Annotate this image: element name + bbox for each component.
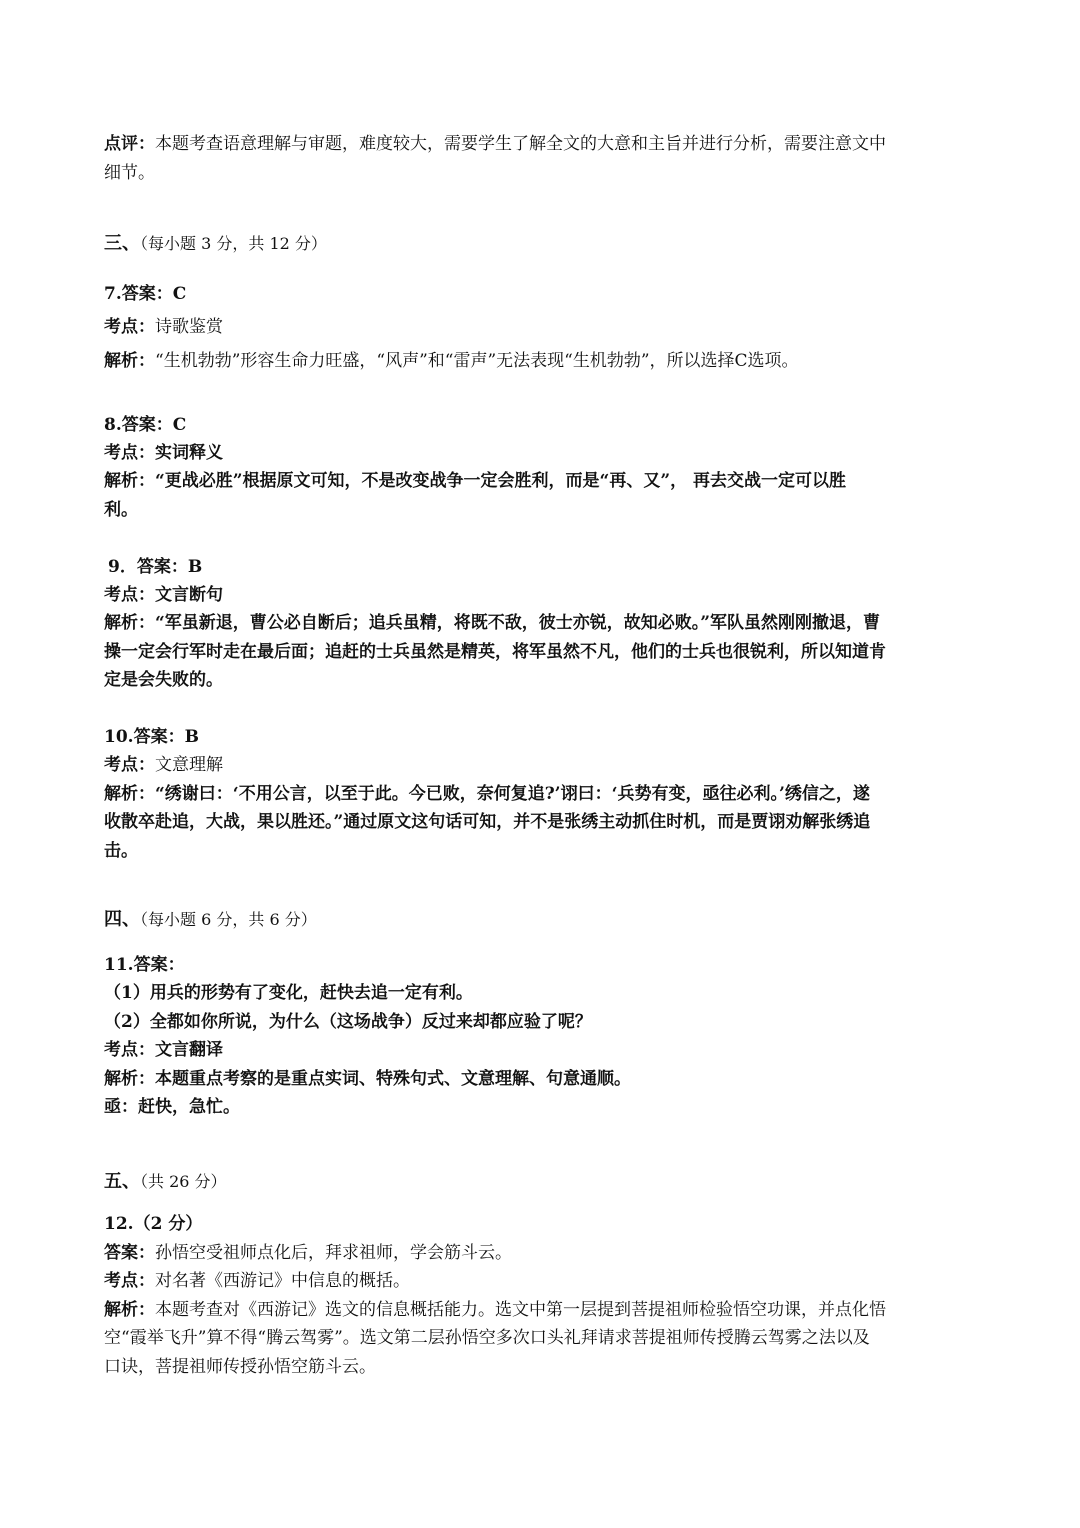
q9-analysis-line-1 <box>104 611 880 635</box>
review-line-2: 细节。 <box>104 163 155 183</box>
q11-point-text: 文言翻译 <box>155 1040 223 1060</box>
q12-analysis-line-3: 口诀，菩提祖师传授孙悟空筋斗云。 <box>104 1357 376 1377</box>
q10-analysis-label: 解析： <box>104 784 155 804</box>
q10-analysis-line-2: 收散卒赴追，大战，果以胜还。”通过原文这句话可知，并不是张绣主动抓住时机，而是贾诩劝解张绣追 <box>104 812 871 832</box>
section-3-heading <box>104 232 327 256</box>
q10-analysis-line-1 <box>104 782 870 806</box>
q12-analysis-text: 本题考查对《西游记》选文的信息概括能力。选文中第一层提到菩提祖师检验悟空功课，并点化悟 <box>155 1300 886 1320</box>
review-label: 点评： <box>104 134 155 154</box>
review-text: 本题考查语意理解与审题，难度较大，需要学生了解全文的大意和主旨并进行分析，需要注意文中 <box>155 134 886 154</box>
q8-analysis-line-2: 利。 <box>104 500 138 520</box>
q8-answer: 8.答案：C <box>104 415 187 435</box>
q10-analysis-line-3: 击。 <box>104 841 138 861</box>
q11-analysis-text: 本题重点考察的是重点实词、特殊句式、文意理解、句意通顺。 <box>155 1069 631 1089</box>
q7-point-label: 考点： <box>104 317 155 337</box>
q8-analysis-label: 解析： <box>104 471 155 491</box>
q8-point <box>104 441 223 465</box>
q11-answer: 11.答案： <box>104 955 185 975</box>
q11-gloss: 亟：赶快，急忙。 <box>104 1097 240 1117</box>
q9-analysis-line-3: 定是会失败的。 <box>104 670 223 690</box>
section-5-heading <box>104 1170 227 1194</box>
section-4-title: 四、 <box>104 909 140 930</box>
q7-point <box>104 315 223 339</box>
q10-answer: 10.答案：B <box>104 727 199 747</box>
q9-analysis-text: “军虽新退，曹公必自断后；追兵虽精，将既不敌，彼士亦锐，故知必败。”军队虽然刚刚撤退，曹 <box>155 613 881 633</box>
section-3-note: （每小题 3 分，共 12 分） <box>140 234 327 253</box>
q11-analysis <box>104 1067 631 1091</box>
section-5-note: （共 26 分） <box>140 1172 227 1191</box>
q12-answer-label: 答案： <box>104 1243 155 1263</box>
q8-point-label: 考点： <box>104 443 155 463</box>
q7-analysis <box>104 349 799 373</box>
q11-point-label: 考点： <box>104 1040 155 1060</box>
q10-point-label: 考点： <box>104 755 155 775</box>
q9-point-label: 考点： <box>104 585 155 605</box>
q7-analysis-label: 解析： <box>104 351 155 371</box>
q9-point <box>104 583 223 607</box>
q10-point <box>104 753 223 777</box>
q11-point <box>104 1038 223 1062</box>
q10-point-text: 文意理解 <box>155 755 223 775</box>
q9-point-text: 文言断句 <box>155 585 223 605</box>
q8-analysis-line-1 <box>104 469 846 493</box>
q12-analysis-label: 解析： <box>104 1300 155 1320</box>
q8-analysis-text: “更战必胜”根据原文可知，不是改变战争一定会胜利，而是“再、又”， 再去交战一定可以胜 <box>155 471 847 491</box>
q10-analysis-text: “绣谢曰：‘不用公言，以至于此。今已败，奈何复追?’诩曰：‘兵势有变，亟往必利。’绣信之，遂 <box>155 784 870 804</box>
q11-item-1: （1）用兵的形势有了变化，赶快去追一定有利。 <box>104 983 473 1003</box>
q12-point <box>104 1269 410 1293</box>
section-4-note: （每小题 6 分，共 6 分） <box>140 910 317 929</box>
q12-point-text: 对名著《西游记》中信息的概括。 <box>155 1271 410 1291</box>
q12-number: 12.（2 分） <box>104 1214 203 1234</box>
q12-analysis-line-1 <box>104 1298 886 1322</box>
q11-item-2: （2）全都如你所说，为什么（这场战争）反过来却都应验了呢？ <box>104 1012 592 1032</box>
q12-analysis-line-2: 空“霞举飞升”算不得“腾云驾雾”。选文第二层孙悟空多次口头礼拜请求菩提祖师传授腾云驾雾之法以及 <box>104 1328 870 1348</box>
q9-answer: 9．答案：B <box>108 557 203 577</box>
q8-point-text: 实词释义 <box>155 443 223 463</box>
section-5-title: 五、 <box>104 1171 140 1192</box>
q12-answer-text: 孙悟空受祖师点化后，拜求祖师，学会筋斗云。 <box>155 1243 512 1263</box>
section-3-title: 三、 <box>104 233 140 254</box>
q11-analysis-label: 解析： <box>104 1069 155 1089</box>
q7-answer: 7.答案：C <box>104 284 187 304</box>
section-4-heading <box>104 908 317 932</box>
q12-point-label: 考点： <box>104 1271 155 1291</box>
q12-answer <box>104 1241 512 1265</box>
q9-analysis-line-2: 操一定会行军时走在最后面；追赶的士兵虽然是精英，将军虽然不凡，他们的士兵也很锐利，所以知道肯 <box>104 642 886 662</box>
review-line-1 <box>104 132 886 156</box>
q7-point-text: 诗歌鉴赏 <box>155 317 223 337</box>
q7-analysis-text: “生机勃勃”形容生命力旺盛，“风声”和“雷声”无法表现“生机勃勃”，所以选择C选项。 <box>155 351 799 371</box>
q9-analysis-label: 解析： <box>104 613 155 633</box>
